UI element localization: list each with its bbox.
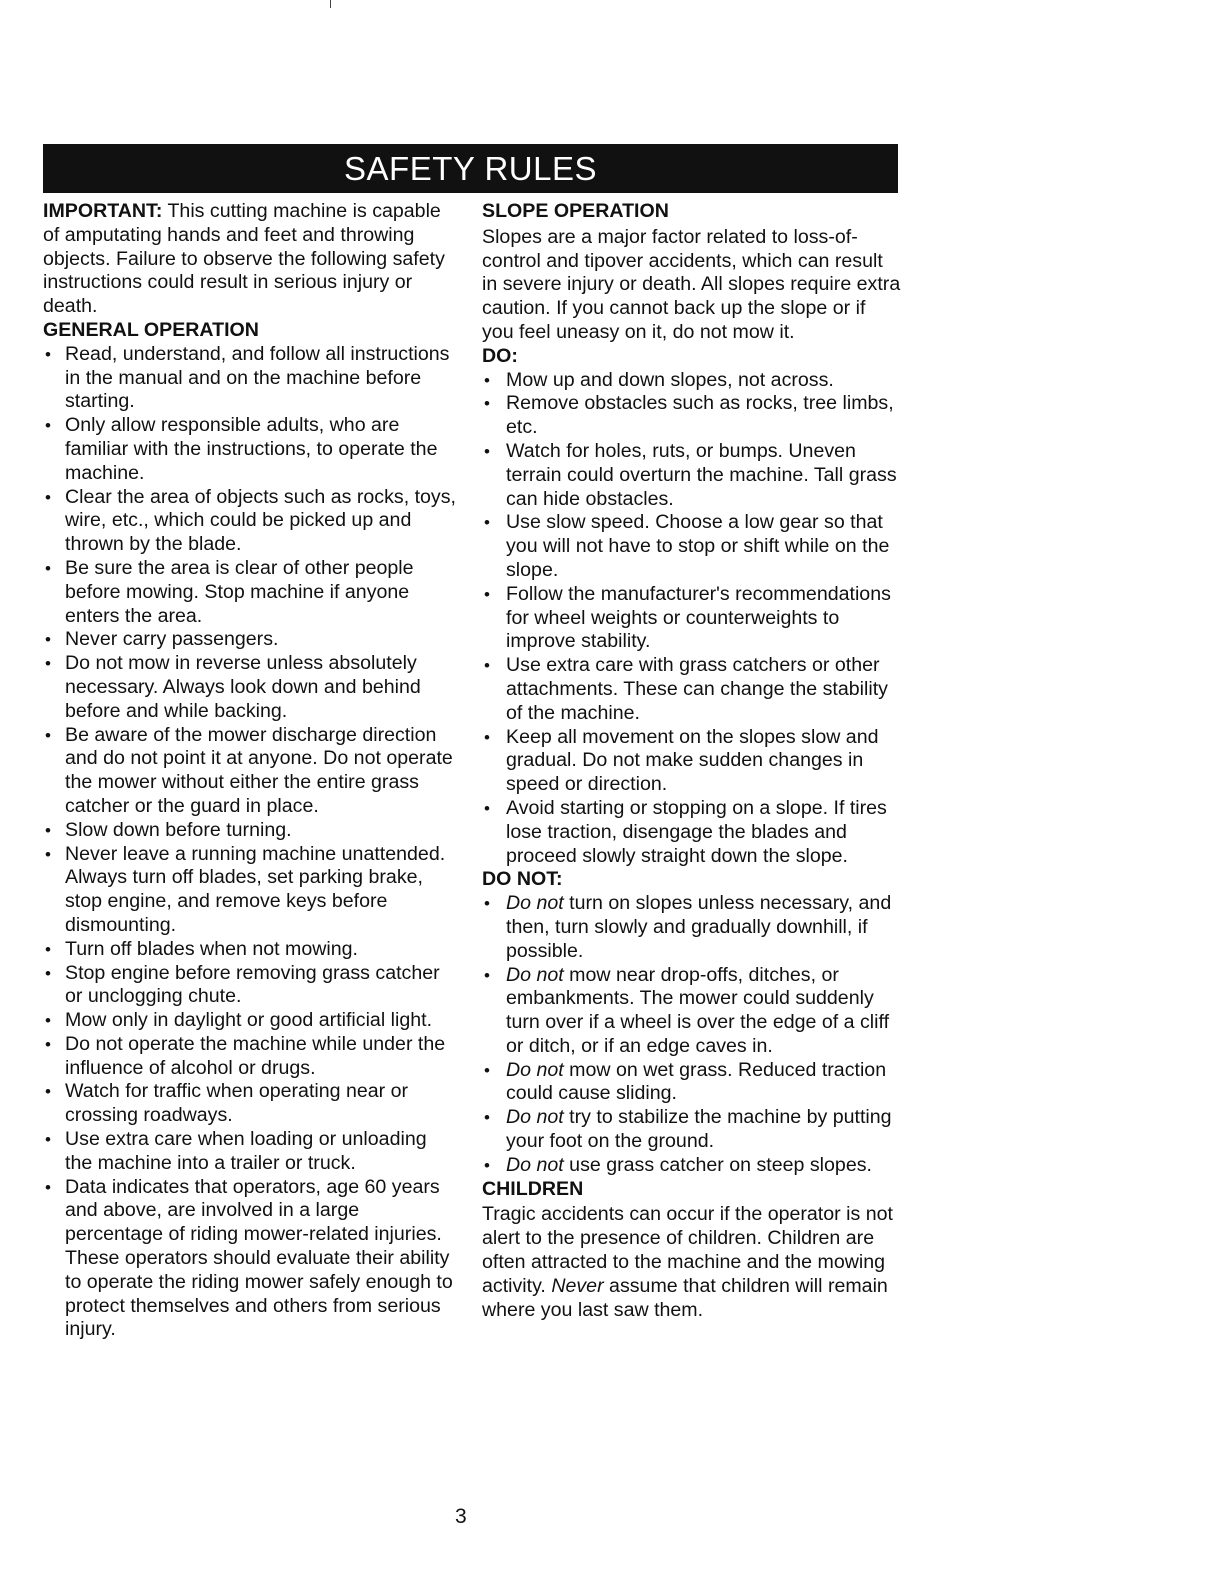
list-item: • Stop engine before removing grass catcher or unclogging chute.	[43, 962, 458, 1010]
list-item: • Be sure the area is clear of other people before mowing. Stop machine if anyone enters the area.	[43, 557, 458, 628]
list-item: • Watch for traffic when operating near or crossing roadways.	[43, 1080, 458, 1128]
list-item: • Data indicates that operators, age 60 years and above, are involved in a large percentage of riding mower-related injuries. These operators should evaluate their ability to operate the riding mower safely enough to protect themselves and others from serious injury.	[43, 1176, 458, 1343]
list-item: • Never carry passengers.	[43, 628, 458, 652]
list-item: • Watch for holes, ruts, or bumps. Uneven terrain could overturn the machine. Tall grass can hide obstacles.	[482, 440, 902, 511]
slope-intro: Slopes are a major factor related to loss-of-control and tipover accidents, which can result in severe injury or death. All slopes require extra caution. If you cannot back up the slope or if you feel uneasy on it, do not mow it.	[482, 225, 901, 343]
item-text: use grass catcher on steep slopes.	[563, 1153, 872, 1176]
list-item	[482, 892, 902, 963]
list-item: • Use extra care with grass catchers or other attachments. These can change the stability of the machine.	[482, 654, 902, 725]
item-text: mow on wet grass. Reduced traction could cause sliding.	[506, 1058, 887, 1105]
banner-title: SAFETY RULES	[344, 149, 597, 187]
do-not-prefix: Do not	[506, 892, 564, 915]
list-item	[482, 1154, 902, 1178]
children-text-2: assume that children will remain where you last saw them.	[482, 1274, 888, 1321]
list-item: • Follow the manufacturer's recommendations for wheel weights or counterweights to improve stability.	[482, 583, 902, 654]
do-not-prefix: Do not	[506, 1106, 564, 1129]
do-not-prefix: Do not	[506, 963, 564, 986]
list-item: • Use slow speed. Choose a low gear so that you will not have to stop or shift while on the slope.	[482, 511, 902, 582]
list-item: • Keep all movement on the slopes slow and gradual. Do not make sudden changes in speed or direction.	[482, 726, 902, 797]
list-item: • Remove obstacles such as rocks, tree limbs, etc.	[482, 392, 902, 440]
list-item: • Mow up and down slopes, not across.	[482, 369, 902, 393]
right-column	[482, 200, 902, 1322]
list-item: • Clear the area of objects such as rocks, toys, wire, etc., which could be picked up and thrown by the blade.	[43, 486, 458, 557]
item-text: turn on slopes unless necessary, and then, turn slowly and gradually downhill, if possible.	[506, 892, 892, 962]
item-text: mow near drop-offs, ditches, or embankments. The mower could suddenly turn over if a wheel is over the edge of a cliff or ditch, or if an edge caves in.	[506, 963, 890, 1057]
children-heading: CHILDREN	[482, 1177, 584, 1200]
scan-mark	[330, 0, 331, 8]
do-heading: DO:	[482, 344, 518, 367]
do-not-list	[482, 892, 902, 1178]
list-item	[482, 964, 902, 1059]
list-item: • Mow only in daylight or good artificial light.	[43, 1009, 458, 1033]
do-not-prefix: Do not	[506, 1058, 564, 1081]
list-item: • Avoid starting or stopping on a slope. If tires lose traction, disengage the blades and proceed slowly straight down the slope.	[482, 797, 902, 868]
left-column	[43, 200, 458, 1342]
list-item: • Turn off blades when not mowing.	[43, 938, 458, 962]
children-never: Never	[551, 1274, 604, 1297]
important-text: This cutting machine is capable of amputating hands and feet and throwing objects. Failure to observe the following safety instructions could result in serious injury or death.	[43, 200, 445, 318]
general-operation-list	[43, 343, 458, 1342]
general-operation-heading: GENERAL OPERATION	[43, 318, 259, 341]
list-item: • Be aware of the mower discharge direction and do not point it at anyone. Do not operate the mower without either the entire grass catcher or the guard in place.	[43, 724, 458, 819]
list-item: • Never leave a running machine unattended. Always turn off blades, set parking brake, stop engine, and remove keys before dismounting.	[43, 843, 458, 938]
list-item: • Do not operate the machine while under the influence of alcohol or drugs.	[43, 1033, 458, 1081]
section-banner	[43, 144, 898, 193]
list-item: • Slow down before turning.	[43, 819, 458, 843]
children-text: Tragic accidents can occur if the operator is not alert to the presence of children. Children are often attracted to the machine and the mowing activity.	[482, 1203, 893, 1297]
do-not-heading: DO NOT:	[482, 868, 563, 891]
list-item: • Use extra care when loading or unloading the machine into a trailer or truck.	[43, 1128, 458, 1176]
children-paragraph	[482, 1203, 902, 1322]
list-item	[482, 1106, 902, 1154]
list-item: • Do not mow in reverse unless absolutely necessary. Always look down and behind before and while backing.	[43, 652, 458, 723]
important-label: IMPORTANT:	[43, 200, 163, 222]
do-list	[482, 369, 902, 869]
important-paragraph	[43, 200, 458, 319]
slope-operation-heading: SLOPE OPERATION	[482, 200, 669, 222]
do-not-prefix: Do not	[506, 1153, 564, 1176]
item-text: try to stabilize the machine by putting your foot on the ground.	[506, 1106, 892, 1153]
list-item: • Only allow responsible adults, who are familiar with the instructions, to operate the machine.	[43, 414, 458, 485]
page-number: 3	[455, 1505, 467, 1528]
list-item	[482, 1059, 902, 1107]
list-item: • Read, understand, and follow all instructions in the manual and on the machine before starting.	[43, 343, 458, 414]
